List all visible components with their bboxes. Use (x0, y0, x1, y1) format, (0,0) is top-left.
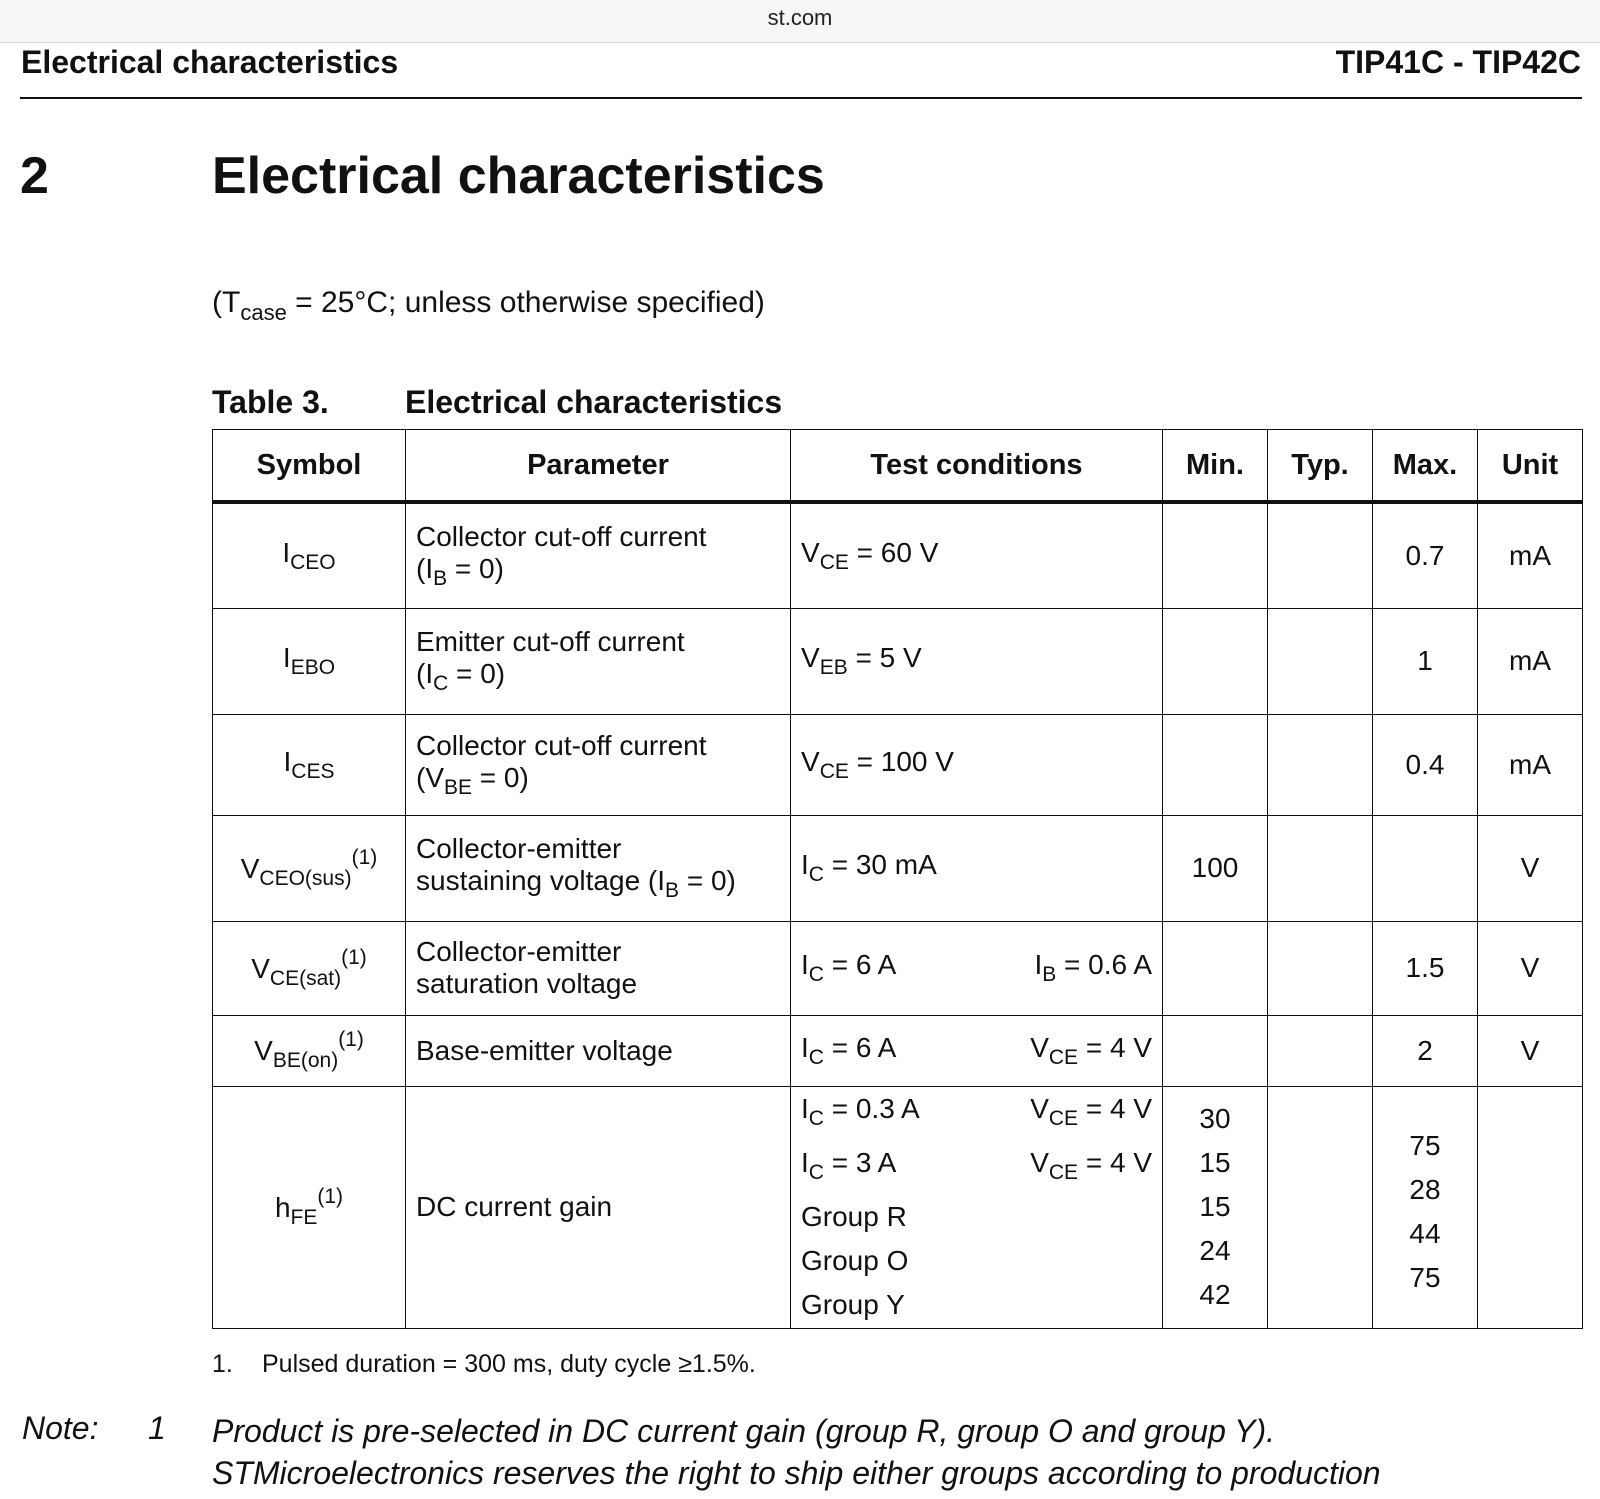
condition-sub: case (240, 300, 287, 325)
running-header-left: Electrical characteristics (21, 44, 399, 80)
parameter-cell (406, 714, 791, 815)
condition-a: $I_C = 6$ A (801, 949, 897, 986)
parameter-line1: Collector-emitter (416, 936, 622, 967)
symbol-cell: $I_{CES}$ (213, 714, 406, 815)
min-cell (1163, 921, 1268, 1015)
typ-cell (1268, 608, 1373, 714)
min-cell (1163, 714, 1268, 815)
running-header-right: TIP41C - TIP42C (1335, 44, 1581, 80)
unit-cell: mA (1478, 502, 1583, 608)
symbol-cell: $V_{CEO(sus)}^{(1)}$ (213, 815, 406, 921)
condition-prefix: (T (212, 286, 241, 319)
parameter-line1: Emitter cut-off current (416, 626, 685, 657)
table-row-hfe (213, 1086, 1583, 1328)
min-cell: 30 15 15 24 42 (1163, 1086, 1268, 1328)
unit-cell: mA (1478, 608, 1583, 714)
footnote-number: 1. (212, 1350, 233, 1378)
table-caption-title: Electrical characteristics (405, 384, 783, 420)
unit-cell: V (1478, 921, 1583, 1015)
symbol-cell: $I_{EBO}$ (213, 608, 406, 714)
typ-cell (1268, 1086, 1373, 1328)
section-number: 2 (20, 147, 49, 205)
typ-cell (1268, 815, 1373, 921)
test-condition-cell: $V_{CE} = 100$ V (791, 714, 1163, 815)
max-cell: 2 (1373, 1015, 1478, 1086)
typ-cell (1268, 714, 1373, 815)
parameter-line1: Collector cut-off current (416, 520, 707, 552)
electrical-characteristics-table (212, 429, 1583, 1329)
typ-cell (1268, 1015, 1373, 1086)
note-line2: STMicroelectronics reserves the right to ship either groups according to production (212, 1455, 1381, 1491)
group-y: Group Y (801, 1289, 905, 1320)
table-header-row (213, 430, 1583, 503)
group-o: Group O (801, 1245, 909, 1276)
note-text (212, 1410, 1582, 1494)
max-cell: 1.5 (1373, 921, 1478, 1015)
max-cell: 0.4 (1373, 714, 1478, 815)
table-row (213, 714, 1583, 815)
symbol-cell: $V_{CE(sat)}^{(1)}$ (213, 921, 406, 1015)
test-condition-cell: $I_C = 30$ mA (791, 815, 1163, 921)
typ-cell (1268, 921, 1373, 1015)
max-cell: 1 (1373, 608, 1478, 714)
test-condition-cell: $V_{CE} = 60$ V (791, 502, 1163, 608)
table-footnote (212, 1350, 756, 1379)
note-number: 1 (148, 1410, 166, 1446)
parameter-line2: $(I_B = 0)$ (416, 552, 504, 590)
hfe-condition-1: $I_C = 0.3$ A $V_{CE} = 4$ V (801, 1093, 1152, 1130)
header-min: Min. (1163, 430, 1268, 503)
min-cell (1163, 502, 1268, 608)
unit-cell: V (1478, 815, 1583, 921)
header-test-conditions: Test conditions (791, 430, 1163, 503)
test-condition-cell (791, 921, 1163, 1015)
parameter-cell (406, 921, 791, 1015)
table-row (213, 815, 1583, 921)
header-symbol: Symbol (213, 430, 406, 503)
table-row (213, 921, 1583, 1015)
parameter-cell: Base-emitter voltage (406, 1015, 791, 1086)
header-max: Max. (1373, 430, 1478, 503)
min-cell: 100 (1163, 815, 1268, 921)
condition-rest: = 25°C; unless otherwise specified) (286, 286, 765, 319)
condition-b: $V_{CE} = 4$ V (1030, 1031, 1152, 1069)
parameter-cell: DC current gain (406, 1086, 791, 1328)
test-condition-cell: $V_{EB} = 5$ V (791, 608, 1163, 714)
group-r: Group R (801, 1201, 907, 1232)
header-typ: Typ. (1268, 430, 1373, 503)
parameter-cell (406, 608, 791, 714)
min-cell (1163, 608, 1268, 714)
max-cell: 0.7 (1373, 502, 1478, 608)
max-cell (1373, 815, 1478, 921)
parameter-line2: saturation voltage (416, 968, 638, 999)
parameter-line2: $(V_{BE} = 0)$ (416, 761, 529, 799)
condition-a: $I_C = 6$ A (801, 1031, 897, 1069)
condition-b: $I_B = 0.6$ A (1034, 949, 1152, 986)
table-caption-number: Table 3. (212, 384, 329, 420)
parameter-line2: sustaining voltage $(I_B = 0)$ (416, 865, 736, 902)
header-parameter: Parameter (406, 430, 791, 503)
max-cell: 75 28 44 75 (1373, 1086, 1478, 1328)
footnote-text: Pulsed duration = 300 ms, duty cycle ≥1.5%. (262, 1350, 756, 1378)
symbol-cell (213, 502, 406, 608)
min-cell (1163, 1015, 1268, 1086)
table-row (213, 1015, 1583, 1086)
symbol-cell: $V_{BE(on)}^{(1)}$ (213, 1015, 406, 1086)
symbol-cell: $h_{FE}^{(1)}$ (213, 1086, 406, 1328)
test-condition-cell (791, 1015, 1163, 1086)
parameter-line1: Collector-emitter (416, 833, 622, 864)
test-condition-cell (791, 1086, 1163, 1328)
condition-text (212, 286, 765, 326)
header-rule (20, 97, 1582, 99)
table-row (213, 608, 1583, 714)
unit-cell: V (1478, 1015, 1583, 1086)
parameter-cell (406, 815, 791, 921)
typ-cell (1268, 502, 1373, 608)
browser-url-bar[interactable] (0, 0, 1600, 43)
parameter-line1: Collector cut-off current (416, 729, 707, 761)
note-line1: Product is pre-selected in DC current gain (group R, group O and group Y). (212, 1413, 1276, 1449)
note-label: Note: (22, 1410, 99, 1446)
table-row (213, 502, 1583, 608)
symbol-sub: CEO (290, 550, 336, 574)
header-unit: Unit (1478, 430, 1583, 503)
parameter-cell (406, 502, 791, 608)
parameter-line2: $(I_C = 0)$ (416, 658, 506, 695)
section-title: Electrical characteristics (212, 147, 825, 205)
hfe-condition-2: $I_C = 3$ A $V_{CE} = 4$ V (801, 1147, 1152, 1184)
unit-cell: mA (1478, 714, 1583, 815)
unit-cell (1478, 1086, 1583, 1328)
url-text: st.com (767, 5, 833, 30)
symbol-main: I (282, 536, 291, 568)
